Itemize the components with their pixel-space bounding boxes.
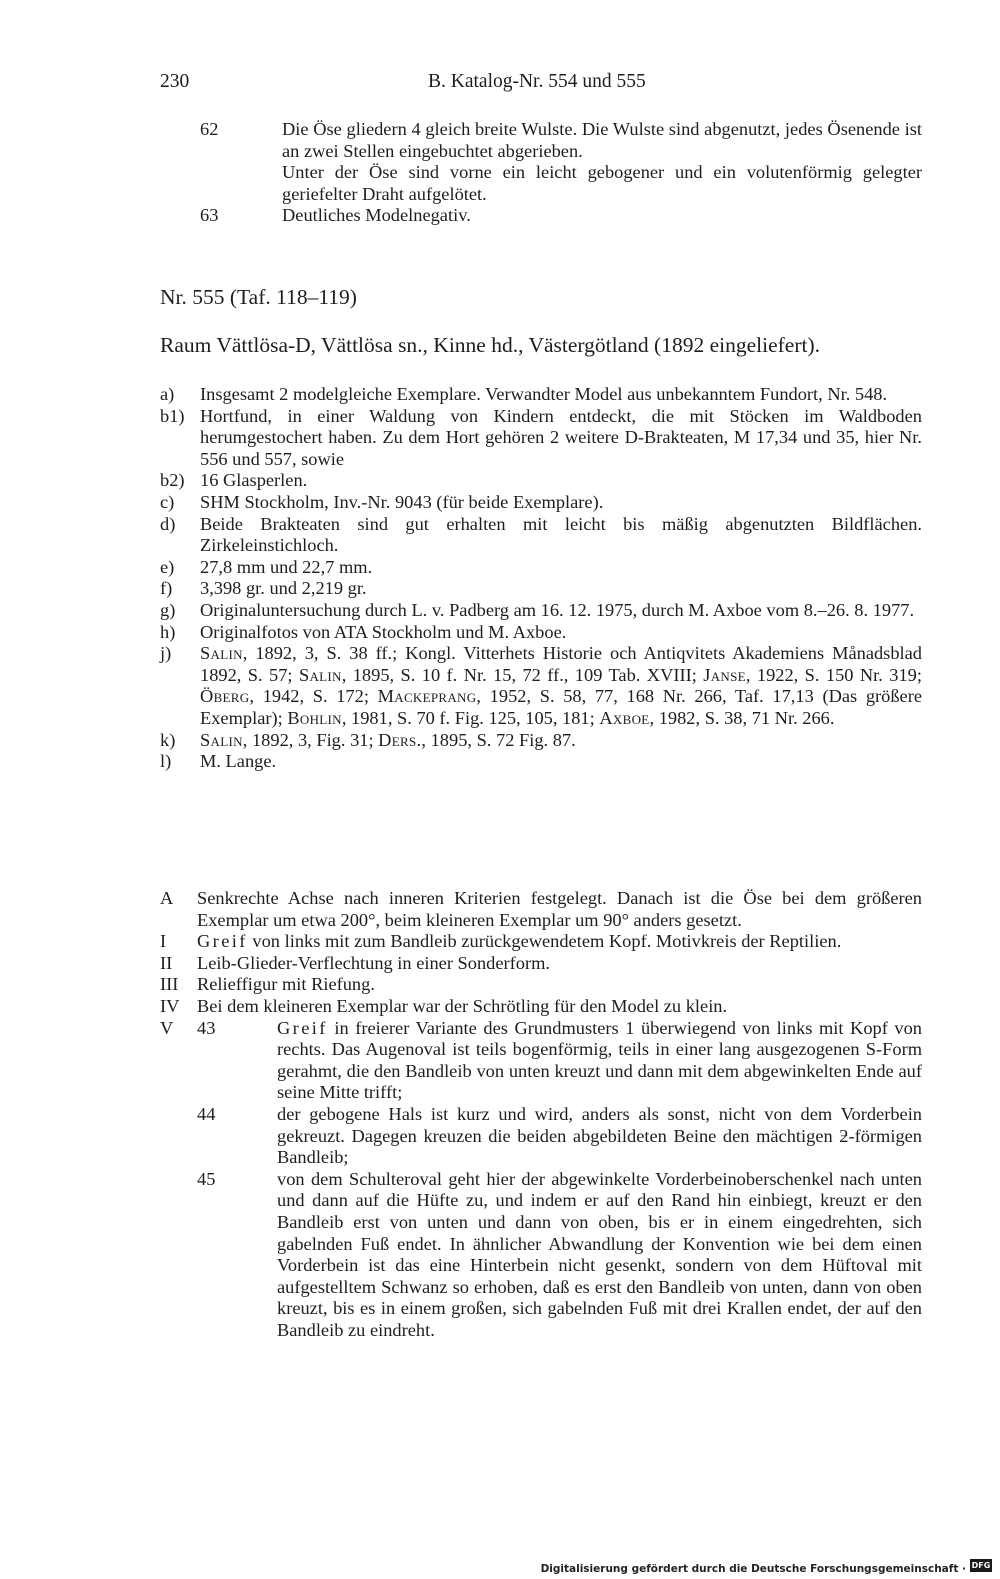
- note-44: [197, 1104, 922, 1169]
- section-text: Bei dem kleineren Exemplar war der Schrötling für den Model zu klein.: [197, 995, 728, 1016]
- item-label: a): [160, 384, 175, 404]
- item-e: [160, 557, 922, 579]
- item-text: Originaluntersuchung durch L. v. Padberg am 16. 12. 1975, durch M. Axboe vom 8.–26. 8. 1977.: [200, 599, 915, 620]
- section-I: [160, 931, 922, 953]
- section-text: Relieffigur mit Riefung.: [197, 974, 375, 995]
- note-text: [277, 1018, 922, 1104]
- item-label: e): [160, 556, 175, 577]
- citation-text: , 1895, S. 10 f. Nr. 15, 72 ff., 109 Tab. XVIII;: [341, 664, 704, 685]
- citation-text: , 1895, S. 72 Fig. 87.: [421, 729, 576, 750]
- section-IV: [160, 996, 922, 1018]
- item-label: b2): [160, 470, 185, 491]
- note-43: [197, 1018, 922, 1104]
- item-a: [160, 384, 922, 406]
- author-name: Salin: [200, 643, 243, 664]
- roman-sections: [160, 888, 922, 1341]
- item-text: Insgesamt 2 modelgleiche Exemplare. Verwandter Model aus unbekanntem Fundort, Nr. 548.: [200, 384, 888, 404]
- section-A: [160, 888, 922, 931]
- item-text: SHM Stockholm, Inv.-Nr. 9043 (für beide Exemplare).: [200, 491, 604, 512]
- item-text: 3,398 gr. und 2,219 gr.: [200, 578, 367, 599]
- digitization-credit: Digitalisierung gefördert durch die Deutsche Forschungsgemeinschaft ·: [540, 1563, 966, 1575]
- item-label: h): [160, 621, 176, 642]
- note-45: [197, 1169, 922, 1342]
- section-label: III: [160, 974, 179, 995]
- note-text: Deutliches Modelnegativ.: [282, 205, 471, 226]
- item-text-literature: [200, 643, 922, 729]
- item-j: [160, 643, 922, 729]
- running-title: B. Katalog-Nr. 554 und 555: [428, 71, 646, 92]
- item-label: c): [160, 491, 175, 512]
- section-II: [160, 953, 922, 975]
- note-number: 45: [197, 1168, 216, 1189]
- item-label: l): [160, 751, 172, 772]
- item-b1: [160, 406, 922, 471]
- author-name: Mackeprang: [377, 686, 477, 707]
- citation-text: , 1922, S. 150 Nr. 319;: [745, 664, 922, 685]
- entry-heading: Nr. 555 (Taf. 118–119): [160, 285, 357, 309]
- note-number: 62: [200, 119, 219, 139]
- item-label: d): [160, 513, 176, 534]
- citation-text: , 1981, S. 70 f. Fig. 125, 105, 181;: [341, 707, 600, 728]
- item-b2: [160, 470, 922, 492]
- item-k: [160, 730, 922, 752]
- item-text: Originalfotos von ATA Stockholm und M. Axboe.: [200, 621, 567, 642]
- citation-text: , 1952, S. 58, 77, 168 Nr. 266, Taf. 17,13 (Das größere Exemplar);: [200, 686, 923, 728]
- section-label: V: [160, 1017, 174, 1038]
- item-text: Beide Brakteaten sind gut erhalten mit leicht bis mäßig abgenutzten Bildflächen. Zirkeleinstichloch.: [200, 513, 922, 556]
- item-label: j): [160, 643, 172, 664]
- author-name: Salin: [200, 729, 243, 750]
- author-name: Salin: [298, 664, 342, 685]
- citation-text: , 1892, 3, Fig. 31;: [242, 729, 379, 750]
- find-location: Raum Vättlösa-D, Vättlösa sn., Kinne hd., Västergötland (1892 eingeliefert).: [160, 333, 821, 357]
- citation-text: , 1982, S. 38, 71 Nr. 266.: [649, 707, 835, 728]
- item-text: 16 Glasperlen.: [200, 470, 308, 491]
- author-name: Axboe: [599, 707, 650, 728]
- running-header: [0, 71, 1000, 97]
- item-text: Hortfund, in einer Waldung von Kindern entdeckt, die mit Stöcken im Waldboden herumgestochert haben. Zu dem Hort gehören 2 weitere D-Brakteaten, M 17,34 und 35, hier Nr. 556 und 557, sowie: [200, 405, 922, 469]
- note-text: Die Öse gliedern 4 gleich breite Wulste. Die Wulste sind abgenutzt, jedes Ösenende ist an zwei Stellen eingebuchtet abgerieben.: [282, 119, 922, 161]
- note-number: 63: [200, 205, 219, 226]
- section-text: Leib-Glieder-Verflechtung in einer Sonderform.: [197, 952, 551, 973]
- item-text: M. Lange.: [200, 751, 277, 772]
- spaced-term: Greif: [277, 1017, 328, 1038]
- section-label: II: [160, 952, 173, 973]
- citation-text: , 1942, S. 172;: [249, 686, 378, 707]
- note-text: von dem Schulteroval geht hier der abgewinkelte Vorderbeinoberschenkel nach unten und dann auf die Hüfte zu, und indem er auf den Rand hin einbiegt, kreuzt er den Bandleib erst von unten und dann von oben, bis er in einem eingedrehten, sich gabelnden Fuß endet. In ähnlicher Abwandlung der Konvention wie bei dem einen Vorderbein ist das eine Hinterbein nicht gesenkt, sondern von dem Hüftoval mit aufgestelltem Schwanz so erhoben, daß es erst den Bandleib von unten, dann von oben kreuzt, bis es in einem großen, sich gabelnden Fuß mit drei Krallen endet, der auf den Bandleib zu eindreht.: [277, 1168, 922, 1340]
- note-number: 43: [197, 1017, 216, 1038]
- item-label: b1): [160, 405, 185, 426]
- author-name: Janse: [703, 664, 746, 685]
- item-label: g): [160, 599, 176, 620]
- section-text: [197, 931, 922, 953]
- section-label: IV: [160, 995, 180, 1016]
- citation-text: , 1892, 3, S. 38 ff.; Kongl. Vitterhets Historie och Antiqvitets Akademiens Månadsblad 1892, S. 57;: [200, 643, 922, 685]
- page-number: 230: [160, 71, 190, 92]
- note-62: [200, 119, 922, 162]
- note-text: der gebogene Hals ist kurz und wird, anders als sonst, nicht von dem Vorderbein gekreuzt. Dagegen kreuzen die beiden abgebildeten Beine den mächtigen ƻ-förmigen Bandleib;: [277, 1103, 922, 1168]
- catalog-items: [160, 384, 922, 773]
- section-III: [160, 974, 922, 996]
- section-label: I: [160, 931, 167, 952]
- author-name: Öberg: [200, 686, 250, 707]
- item-label: k): [160, 729, 176, 750]
- section-V-notes: [197, 1018, 922, 1342]
- item-d: [160, 514, 922, 557]
- item-text-illustrations: [200, 730, 922, 752]
- section-label: A: [160, 888, 174, 908]
- section-text: Senkrechte Achse nach inneren Kriterien festgelegt. Danach ist die Öse bei dem größeren Exemplar um etwa 200°, beim kleineren Exemplar um 90° anders gesetzt.: [197, 888, 922, 930]
- section-V: [160, 1018, 922, 1342]
- notes-top: [200, 119, 922, 227]
- note-text-run: in freierer Variante des Grundmusters 1 überwiegend von links mit Kopf von rechts. Das Augenoval ist teils bogenförmig, teils in einer lang ausgezogenen S-Form gerahmt, die den Bandleib von unten kreuzt und dann mit dem abgewinkelten Ende auf seine Mitte trifft;: [277, 1017, 922, 1103]
- item-label: f): [160, 578, 173, 599]
- item-c: [160, 492, 922, 514]
- note-text: Unter der Öse sind vorne ein leicht gebogener und ein volutenförmig gelegter geriefelter Draht aufgelötet.: [282, 162, 922, 204]
- author-name: Bohlin: [287, 707, 342, 728]
- spaced-term: Greif: [197, 931, 248, 952]
- item-l: [160, 751, 922, 773]
- note-63: [200, 205, 922, 227]
- dfg-logo: DFG: [971, 1561, 991, 1570]
- item-f: [160, 578, 922, 600]
- note-number: 44: [197, 1103, 216, 1124]
- item-h: [160, 622, 922, 644]
- item-text: 27,8 mm und 22,7 mm.: [200, 556, 373, 577]
- author-name: Ders.: [378, 729, 422, 750]
- section-text-run: von links mit zum Bandleib zurückgewendetem Kopf. Motivkreis der Reptilien.: [247, 931, 842, 952]
- item-g: [160, 600, 922, 622]
- note-62-continuation: [200, 162, 922, 205]
